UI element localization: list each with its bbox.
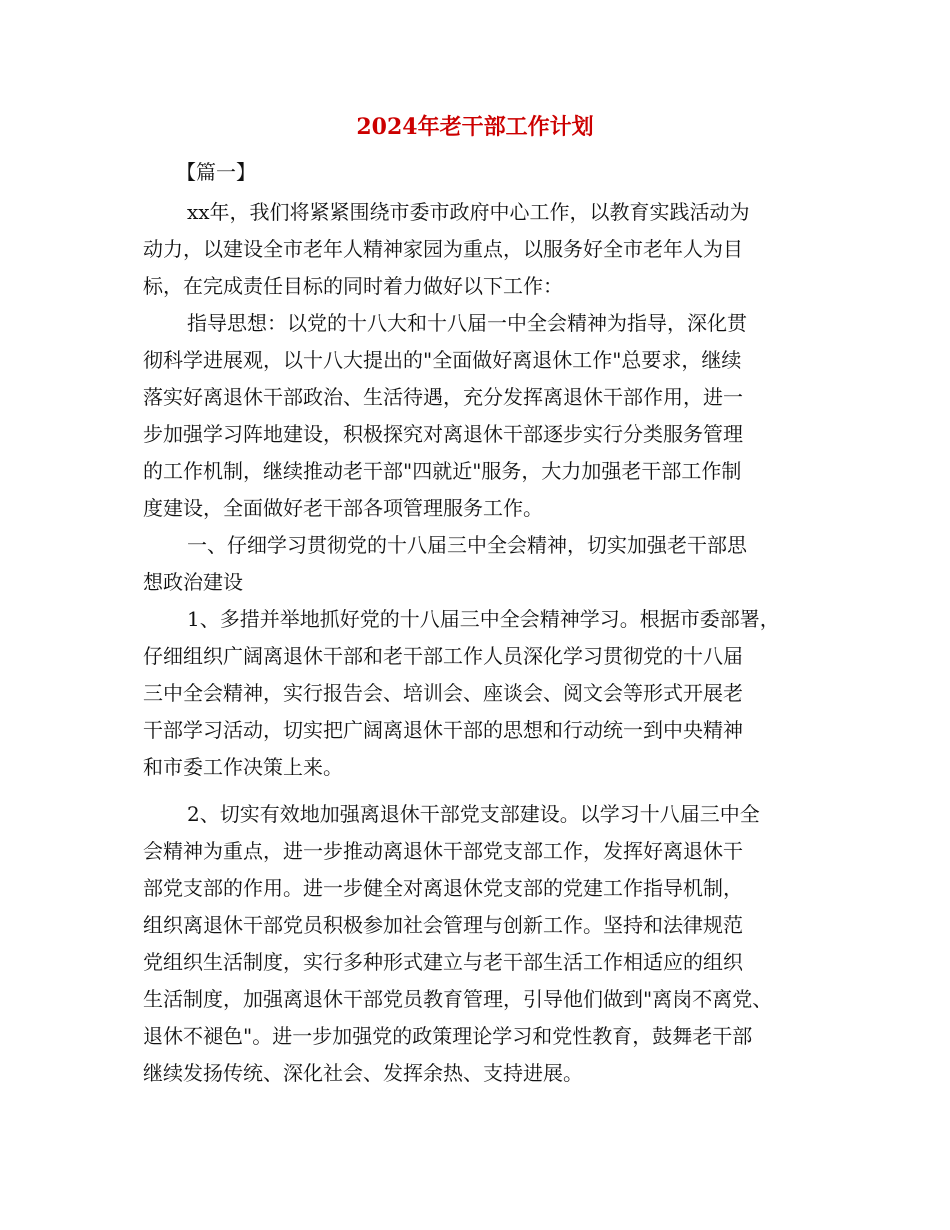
body-line: 三中全会精神，实行报告会、培训会、座谈会、阅文会等形式开展老 bbox=[143, 681, 743, 705]
body-line: 2、切实有效地加强离退休干部党支部建设。以学习十八届三中全 bbox=[187, 802, 760, 826]
body-line: 仔细组织广阔离退休干部和老干部工作人员深化学习贯彻党的十八届 bbox=[143, 644, 743, 668]
body-line: 1、多措并举地抓好党的十八届三中全会精神学习。根据市委部署， bbox=[187, 607, 780, 631]
body-line: 度建设，全面做好老干部各项管理服务工作。 bbox=[143, 496, 543, 520]
body-line: 继续发扬传统、深化社会、发挥余热、支持进展。 bbox=[143, 1061, 583, 1085]
body-line: 组织离退休干部党员积极参加社会管理与创新工作。坚持和法律规范 bbox=[143, 913, 743, 937]
body-line: 步加强学习阵地建设，积极探究对离退休干部逐步实行分类服务管理 bbox=[143, 422, 743, 446]
body-line: 标，在完成责任目标的同时着力做好以下工作： bbox=[143, 274, 563, 298]
body-line: xx年，我们将紧紧围绕市委市政府中心工作，以教育实践活动为 bbox=[187, 200, 750, 224]
document-title: 2024年老干部工作计划 bbox=[356, 114, 594, 140]
body-line: 生活制度，加强离退休干部党员教育管理，引导他们做到"离岗不离党、 bbox=[143, 987, 773, 1011]
body-line: 干部学习活动，切实把广阔离退休干部的思想和行动统一到中央精神 bbox=[143, 718, 743, 742]
body-line: 彻科学进展观，以十八大提出的"全面做好离退休工作"总要求，继续 bbox=[143, 348, 742, 372]
body-line: 党组织生活制度，实行多种形式建立与老干部生活工作相适应的组织 bbox=[143, 950, 743, 974]
body-line: 的工作机制，继续推动老干部"四就近"服务，大力加强老干部工作制 bbox=[143, 459, 742, 483]
body-line: 会精神为重点，进一步推动离退休干部党支部工作，发挥好离退休干 bbox=[143, 839, 743, 863]
document-body bbox=[143, 194, 803, 1092]
body-line: 指导思想：以党的十八大和十八届一中全会精神为指导，深化贯 bbox=[187, 311, 747, 335]
body-line: 一、仔细学习贯彻党的十八届三中全会精神，切实加强老干部思 bbox=[187, 533, 747, 557]
body-line: 部党支部的作用。进一步健全对离退休党支部的党建工作指导机制， bbox=[143, 876, 743, 900]
body-line: 落实好离退休干部政治、生活待遇，充分发挥离退休干部作用，进一 bbox=[143, 385, 743, 409]
body-line: 想政治建设 bbox=[143, 570, 243, 594]
body-line: 退休不褪色"。进一步加强党的政策理论学习和党性教育，鼓舞老干部 bbox=[143, 1024, 753, 1048]
body-line: 动力，以建设全市老年人精神家园为重点，以服务好全市老年人为目 bbox=[143, 237, 743, 261]
body-line: 和市委工作决策上来。 bbox=[143, 755, 343, 779]
section-heading: 【篇一】 bbox=[176, 160, 256, 184]
